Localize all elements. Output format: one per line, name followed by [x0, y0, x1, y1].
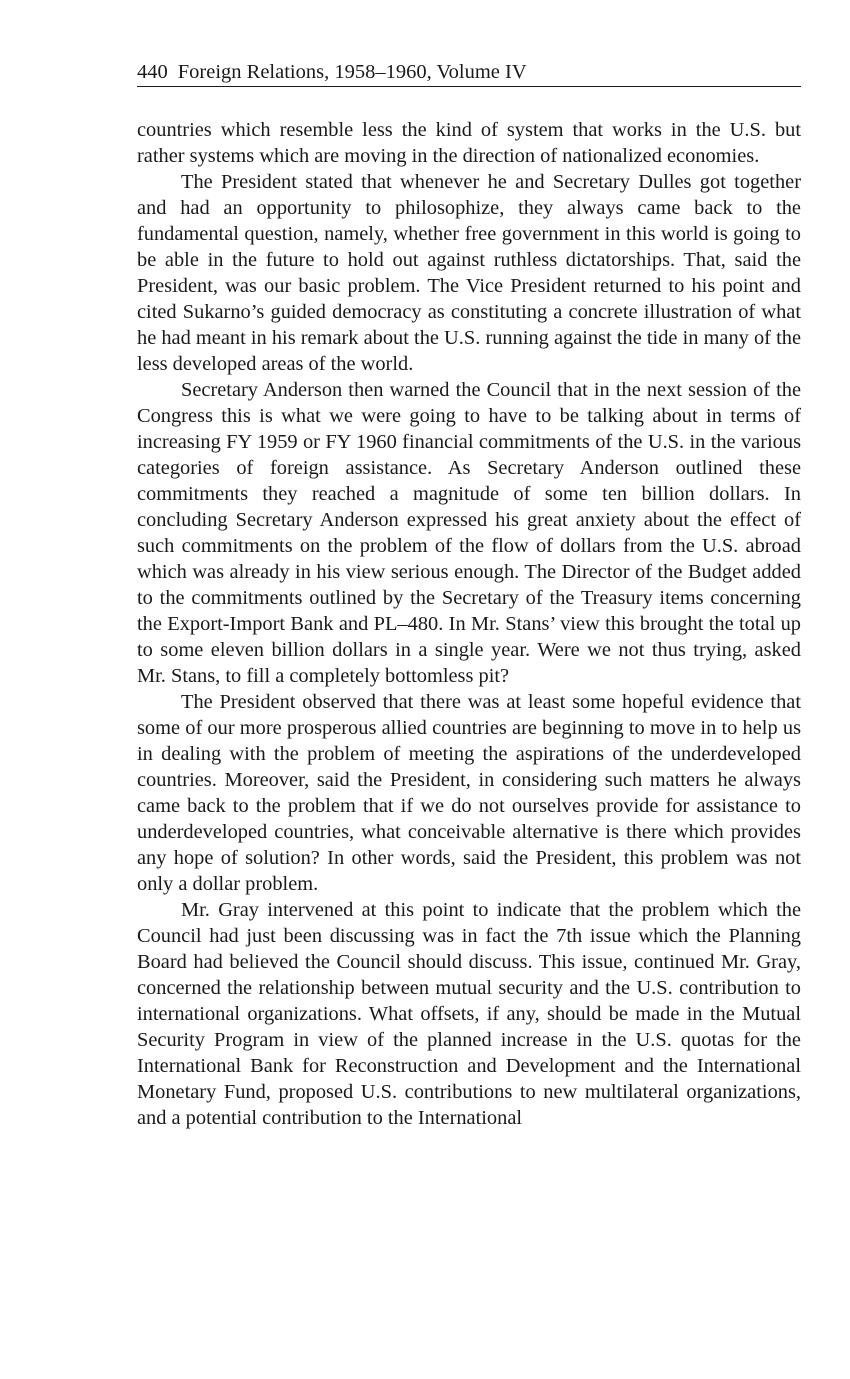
paragraph: Mr. Gray intervened at this point to indicate that the problem which the Council had just been discussing was in fact the 7th issue which the Planning Board had believed the Council should discuss. This issue, continued Mr. Gray, concerned the relationship between mutual security and the U.S. contribution to international organizations. What offsets, if any, should be made in the Mutual Security Program in view of the planned increase in the U.S. quotas for the International Bank for Reconstruction and Development and the International Monetary Fund, proposed U.S. contributions to new multilateral organizations, and a potential contribution to the International: [137, 899, 801, 1129]
volume-title: Foreign Relations, 1958–1960, Volume IV: [177, 61, 527, 83]
page-number: 440: [137, 61, 168, 83]
document-page: [137, 58, 801, 1131]
running-head: [137, 58, 801, 87]
paragraph-continuation: countries which resemble less the kind of system that works in the U.S. but rather systems which are moving in the direction of nationalized economies.: [137, 119, 801, 167]
body-text: [137, 117, 801, 1131]
paragraph: The President observed that there was at least some hopeful evidence that some of our more prosperous allied countries are beginning to move in to help us in dealing with the problem of meeting the aspirations of the underdeveloped countries. Moreover, said the President, in considering such matters he always came back to the problem that if we do not ourselves provide for assistance to underdeveloped countries, what conceivable alternative is there which provides any hope of solution? In other words, said the President, this problem was not only a dollar problem.: [137, 691, 801, 895]
paragraph: Secretary Anderson then warned the Council that in the next session of the Congress this is what we were going to have to be talking about in terms of increasing FY 1959 or FY 1960 financial commitments of the U.S. in the various categories of foreign assistance. As Secretary Anderson outlined these commitments they reached a magnitude of some ten billion dollars. In concluding Secretary Anderson expressed his great anxiety about the effect of such commitments on the problem of the flow of dollars from the U.S. abroad which was already in his view serious enough. The Director of the Budget added to the commitments outlined by the Secretary of the Treasury items concerning the Export-Import Bank and PL–480. In Mr. Stans’ view this brought the total up to some eleven billion dollars in a single year. Were we not thus trying, asked Mr. Stans, to fill a completely bottomless pit?: [137, 379, 801, 687]
paragraph: The President stated that whenever he and Secretary Dulles got together and had an opportunity to philosophize, they always came back to the fundamental question, namely, whether free government in this world is going to be able in the future to hold out against ruthless dictatorships. That, said the President, was our basic problem. The Vice President returned to his point and cited Sukarno’s guided democracy as constituting a concrete illustration of what he had meant in his remark about the U.S. running against the tide in many of the less developed areas of the world.: [137, 171, 801, 375]
